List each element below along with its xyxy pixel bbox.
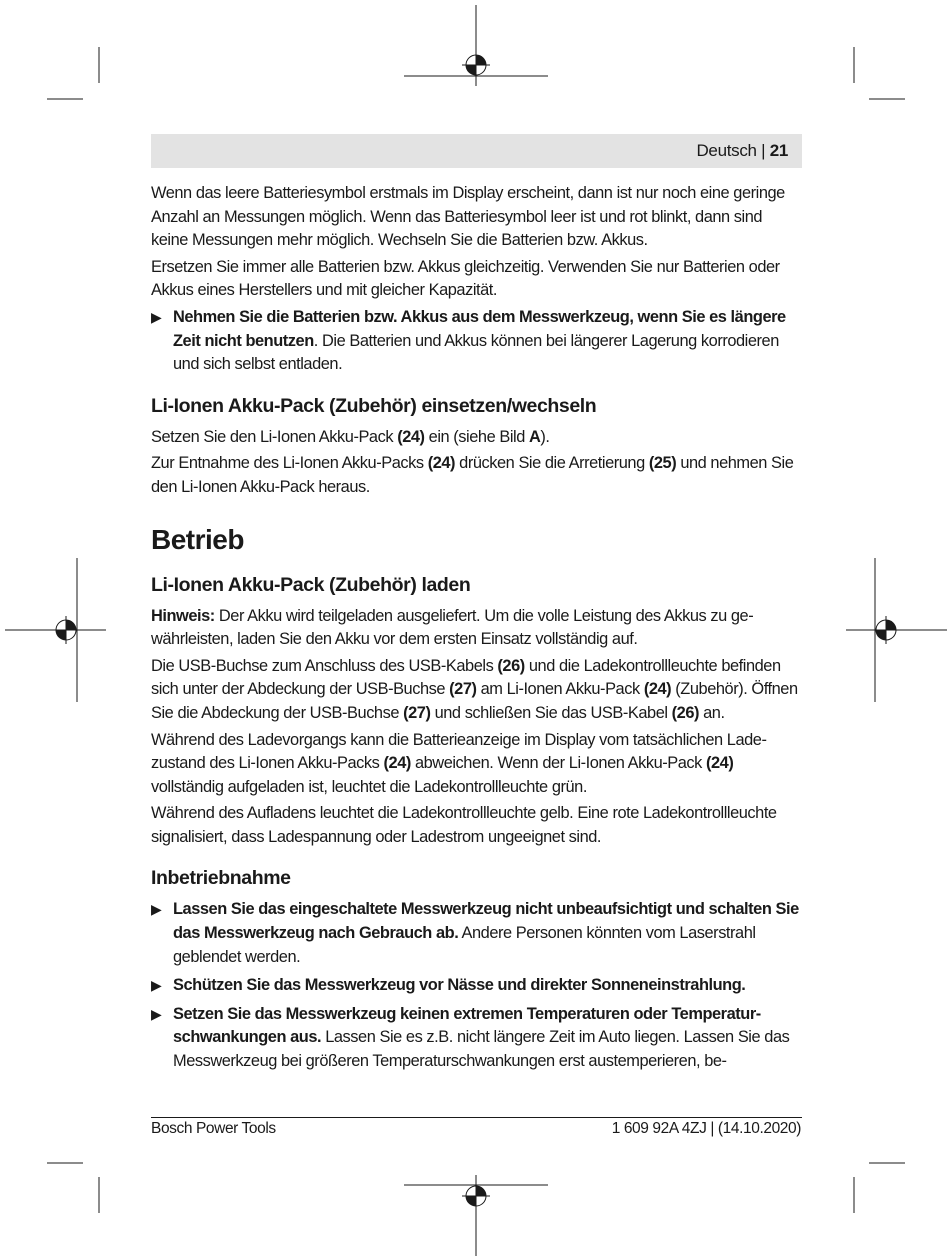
bullet-triangle-icon: ▶ [151,308,162,325]
body-text: Während des Ladevorgangs kann die Batterieanzeige im Display vom tatsächlichen Ladezustand des Li-Ionen Akku-Packs [151,730,767,773]
body-text: Der Akku wird teilgeladen ausgeliefert. Um die volle Leistung des Akkus zu gewährleisten, laden Sie den Akku vor dem ersten Einsatz vollständig auf. [151,606,754,649]
heading-inbetriebnahme: Inbetriebnahme [151,867,291,890]
bullet-triangle-icon: ▶ [151,901,162,918]
figure-reference: A [528,427,541,446]
footer-doc-number: 1 609 92A 4ZJ | (14.10.2020) [611,1120,801,1137]
body-text: ). [540,427,550,446]
body-text: und schließen Sie das USB-Kabel [430,703,672,722]
body-text: (Zubehör). Öffnen Sie die Abdeckung der USB-Buchse [151,680,798,722]
paragraph-hinweis [151,605,802,652]
reference-number: (24) [643,680,672,699]
reference-number: (26) [497,656,525,675]
bold-text: Schützen Sie das Messwerkzeug vor Nässe und direkter Sonneneinstrahlung. [173,976,746,995]
paragraph-charging-display [151,729,802,800]
safety-note-moisture [151,974,802,998]
reference-number: (26) [671,703,700,722]
body-text: Setzen Sie den Li-Ionen Akku-Pack [151,427,398,446]
body-text: vollständig aufgeladen ist, leuchtet die Ladekontrollleuchte grün. [151,777,587,796]
safety-note-temperature [151,1003,802,1074]
paragraph-usb-socket [151,655,802,726]
reference-number: (24) [383,754,411,773]
bullet-triangle-icon: ▶ [151,977,162,994]
body-text: Zur Entnahme des Li-Ionen Akku-Packs [151,454,428,473]
body-text: und die Ladekontrollleuchte befinden sich unter der Abdeckung der USB-Buchse [151,656,781,699]
body-text: abweichen. Wenn der Li-Ionen Akku-Pack [410,754,706,773]
page-number: 21 [769,141,788,160]
bold-text: Setzen Sie das Messwerkzeug keinen extremen Temperaturen oder Temperaturschwankungen aus. [173,1004,762,1047]
body-text: . Die Batterien und Akkus können bei längerer Lagerung korrodieren und sich selbst entladen. [173,331,779,374]
bullet-triangle-icon: ▶ [151,1005,162,1022]
reference-number: (24) [397,427,425,446]
reference-number: (27) [403,703,431,722]
reference-number: (27) [449,680,477,699]
body-text: am Li-Ionen Akku-Pack [476,680,644,699]
bold-text: Nehmen Sie die Batterien bzw. Akkus aus dem Messwerkzeug, wenn Sie es längere Zeit nicht benutzen [173,307,786,350]
reference-number: (24) [706,754,734,773]
body-text: an. [699,703,725,722]
body-text: und nehmen Sie den Li-Ionen Akku-Pack heraus. [151,454,794,496]
paragraph-charge-light: Während des Aufladens leuchtet die Ladekontrollleuchte gelb. Eine rote Ladekontrollleuchte signalisiert, dass Ladespannung oder Ladestrom ungeeignet sind. [151,804,777,846]
safety-note-remove-batteries [151,306,802,377]
safety-note-unattended [151,898,802,969]
body-text: Die USB-Buchse zum Anschluss des USB-Kabels [151,656,498,675]
header-label [696,141,788,161]
header-language: Deutsch [696,141,757,160]
page-content [151,182,802,1079]
bold-text: Lassen Sie das eingeschaltete Messwerkzeug nicht unbeaufsichtigt und schalten Sie das Messwerkzeug nach Gebrauch ab. [173,900,799,943]
header-separator: | [756,141,770,160]
paragraph-replace-batteries: Ersetzen Sie immer alle Batterien bzw. Akkus gleichzeitig. Verwenden Sie nur Batterien oder Akkus eines Herstellers und mit gleicher Kapazität. [151,257,780,300]
paragraph-insert-akku [151,426,802,450]
body-text: Andere Personen könnten vom Laserstrahl geblendet werden. [173,924,756,966]
footer-rule [151,1117,802,1118]
page-header [151,134,802,168]
body-text: drücken Sie die Arretierung [455,454,649,473]
heading-akku-laden: Li-Ionen Akku-Pack (Zubehör) laden [151,573,471,596]
heading-betrieb: Betrieb [151,523,244,555]
footer-brand: Bosch Power Tools [151,1120,276,1137]
paragraph-battery-empty: Wenn das leere Batteriesymbol erstmals im Display erscheint, dann ist nur noch eine geringe Anzahl an Messungen möglich. Wenn das Batteriesymbol leer ist und rot blinkt, dann sind keine Messungen mehr möglich. Wechseln Sie die Batterien bzw. Akkus. [151,184,785,250]
heading-akku-einsetzen: Li-Ionen Akku-Pack (Zubehör) einsetzen/wechseln [151,394,597,417]
reference-number: (25) [648,454,677,473]
body-text: ein (siehe Bild [424,427,529,446]
paragraph-remove-akku [151,452,802,499]
body-text: Lassen Sie es z.B. nicht längere Zeit im Auto liegen. Lassen Sie das Messwerkzeug bei größeren Temperaturschwankungen erst austemperieren, be- [173,1028,790,1071]
bold-text: Hinweis: [151,606,215,625]
reference-number: (24) [427,454,456,473]
